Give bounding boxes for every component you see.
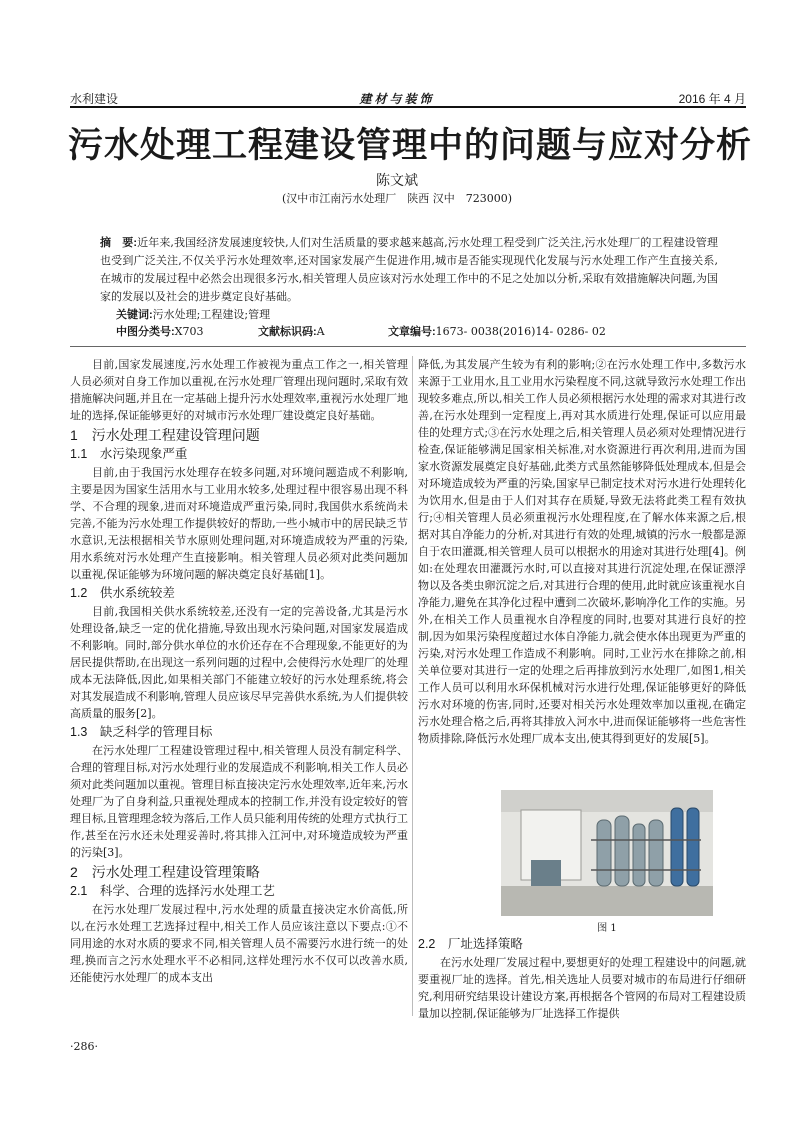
subsection-heading-1-2: 1.2 供水系统较差 [70, 586, 175, 600]
figure-1-caption: 图 1 [597, 923, 617, 934]
abstract-text: 近年来,我国经济发展速度较快,人们对生活质量的要求越来越高,污水处理工程受到广泛关注,污水处理厂的工程建设管理也受到广泛关注,不仅关乎污水处理效率,还对国家发展产生促进作用,城市是否能实现现代化发展与污水处理工作产生直接关系,在城市的发展过程中必然会出现很多污水,相关管理人员应该对污水处理工作中的不足之处加以分析,采取有效措施解决问题,为国家的发展以及社会的进步奠定良好基础。 [100, 236, 718, 303]
issue-date: 2016 年 4 月 [678, 92, 746, 106]
paragraph-1-1: 目前,由于我国污水处理存在较多问题,对环境问题造成不利影响,主要是因为国家生活用水与工业用水较多,处理过程中很容易出现不科学、不合理的现象,进而对环境造成严重污染,同时,我国供水系统尚未完善,不能为污水处理工作提供较好的帮助,一些小城市中的居民缺乏节水意识,无法根据相关节水原则处理问题,对环境造成较为严重的污染,用水系统对污水处理产生直接影响。相关管理人员必须对此类问题加以重视,保证能够为环境问题的解决奠定良好基础[1]。 [70, 466, 408, 581]
clc-value: X703 [174, 325, 204, 338]
column-divider [412, 356, 413, 1016]
section-heading-1: 1 污水处理工程建设管理问题 [70, 427, 260, 443]
subsection-heading-2-2: 2.2 厂址选择策略 [418, 937, 523, 951]
doc-value: A [316, 325, 325, 338]
subsection-heading-2-1: 2.1 科学、合理的选择污水处理工艺 [70, 884, 275, 898]
abstract [100, 234, 718, 306]
paragraph-1-3: 在污水处理厂工程建设管理过程中,相关管理人员没有制定科学、合理的管理目标,对污水处理行业的发展造成不利影响,相关工作人员必须对此类问题加以重视。管理目标直接决定污水处理效率,近年来,污水处理厂为了自身利益,只重视处理成本的控制工作,并没有设定较好的管理目标,且管理理念较为落后,工作人员只能利用传统的处理方式执行工作,甚至在污水还未处理妥善时,将其排入江河中,对环境造成较为严重的污染[3]。 [70, 744, 408, 859]
header-rule [70, 106, 746, 108]
figure-1-photo [501, 790, 713, 916]
clc-number [116, 323, 204, 339]
intro-paragraph: 目前,国家发展速度,污水处理工作被视为重点工作之一,相关管理人员必须对自身工作加以重视,在污水处理厂管理出现问题时,采取有效措施解决问题,并且在一定基础上提升污水处理效率,重视污水处理厂地址的选择,保证能够更好的对城市污水处理厂建设奠定良好基础。 [70, 358, 408, 422]
doc-label: 文献标识码: [258, 326, 317, 338]
keywords-label: 关键词: [116, 309, 153, 321]
affiliation: (汉中市江南污水处理厂 陕西 汉中 723000) [281, 192, 513, 205]
subsection-heading-1-3: 1.3 缺乏科学的管理目标 [70, 725, 213, 739]
paragraph-1-2: 目前,我国相关供水系统较差,还没有一定的完善设备,尤其是污水处理设备,缺乏一定的优化措施,导致出现水污染问题,对国家发展造成不利影响。同时,部分供水单位的水价还存在不合理现象,不能更好的为居民提供帮助,在出现这一系列问题的过程中,会使得污水处理厂的处理成本无法降低,因此,如果相关部门不能建立较好的污水处理系统,将会对其发展造成不利影响,管理人员应该尽早完善供水系统,为人们提供较高质量的服务[2]。 [70, 605, 408, 720]
page-number: ·286· [70, 1040, 98, 1053]
article-value: 1673- 0038(2016)14- 0286- 02 [435, 325, 606, 338]
clc-label: 中图分类号: [116, 326, 175, 338]
article-label: 文章编号: [388, 326, 436, 338]
keywords-text: 污水处理;工程建设;管理 [152, 308, 271, 321]
section-heading-2: 2 污水处理工程建设管理策略 [70, 864, 260, 880]
article-number [388, 323, 606, 339]
abstract-label: 摘 要: [100, 237, 137, 249]
right-column [418, 356, 746, 747]
journal-name: 建材与装饰 [359, 92, 435, 106]
paragraph-2-1-cont: 降低,为其发展产生较为有利的影响;②在污水处理工作中,多数污水来源于工业用水,且工业用水污染程度不同,这就导致污水处理工作出现较多难点,所以,相关工作人员必须根据污水处理的需求对其进行改善,在污水处理到一定程度上,再对其水质进行处理,保证可以应用最佳的处理方式;③在污水处理之后,相关管理人员必须对处理情况进行检查,保证能够满足国家相关标准,对水资源进行再次利用,进而为国家水资源发展奠定良好基础,此类方式虽然能够降低处理成本,但是会对环境造成较为严重的污染,国家早已制定技术对污水进行处理转化为饮用水,但是由于人们对其存在质疑,导致无法将此类工程有效执行;④相关管理人员必须重视污水处理程度,在了解水体来源之后,根据对其自净能力的分析,对其进行有效的处理,城镇的污水一般都是源自于农田灌溉,相关管理人员可以根据水的用途对其进行处理[4]。例如:在处理农田灌溉污水时,可以直接对其进行沉淀处理,在保证漂浮物以及各类虫卵沉淀之后,对其进行合理的使用,此时就应该重视水自净能力,避免在其净化过程中遭到二次破坏,影响净化工作的实施。另外,在相关工作人员重视水自净程度的同时,也要对其进行良好的控制,因为如果污染程度超过水体自净能力,就会使水体出现更为严重的污染,对污水处理工作造成不利影响。同时,工业污水在排除之前,相关单位要对其进行一定的处理之后再排放到污水处理厂,如图1,相关工作人员可以利用水环保机械对污水进行处理,保证能够更好的降低污水对环境的伤害,同时,还要对相关污水处理效率加以重视,在确定污水处理合格之后,再将其排放入河水中,进而保证能够将一些危害性物质排除,降低污水处理厂成本支出,使其得到更好的发展[5]。 [418, 358, 746, 745]
abstract-rule [70, 346, 746, 347]
paragraph-2-1: 在污水处理厂发展过程中,污水处理的质量直接决定水价高低,所以,在污水处理工艺选择过程中,相关工作人员应该注意以下要点:①不同用途的水对水质的要求不同,相关管理人员不需要污水进行统一的处理,换而言之污水处理水平不必相同,这样处理污水不仅可以改善水质,还能使污水处理厂的成本支出 [70, 903, 408, 984]
right-column-bottom [418, 934, 746, 1022]
subsection-heading-1-1: 1.1 水污染现象严重 [70, 447, 188, 461]
left-column [70, 356, 408, 986]
paragraph-2-2: 在污水处理厂发展过程中,要想更好的处理工程建设中的问题,就要重视厂址的选择。首先,相关选址人员要对城市的布局进行仔细研究,利用研究结果设计建设方案,再根据各个管网的布局对工程建设质量加以控制,保证能够为厂址选择工作提供 [418, 956, 746, 1020]
paper-title: 污水处理工程建设管理中的问题与应对分析 [67, 125, 752, 166]
doc-code [258, 323, 325, 339]
author: 陈文斌 [376, 173, 418, 189]
keywords [116, 306, 270, 322]
journal-section: 水利建设 [70, 92, 119, 106]
